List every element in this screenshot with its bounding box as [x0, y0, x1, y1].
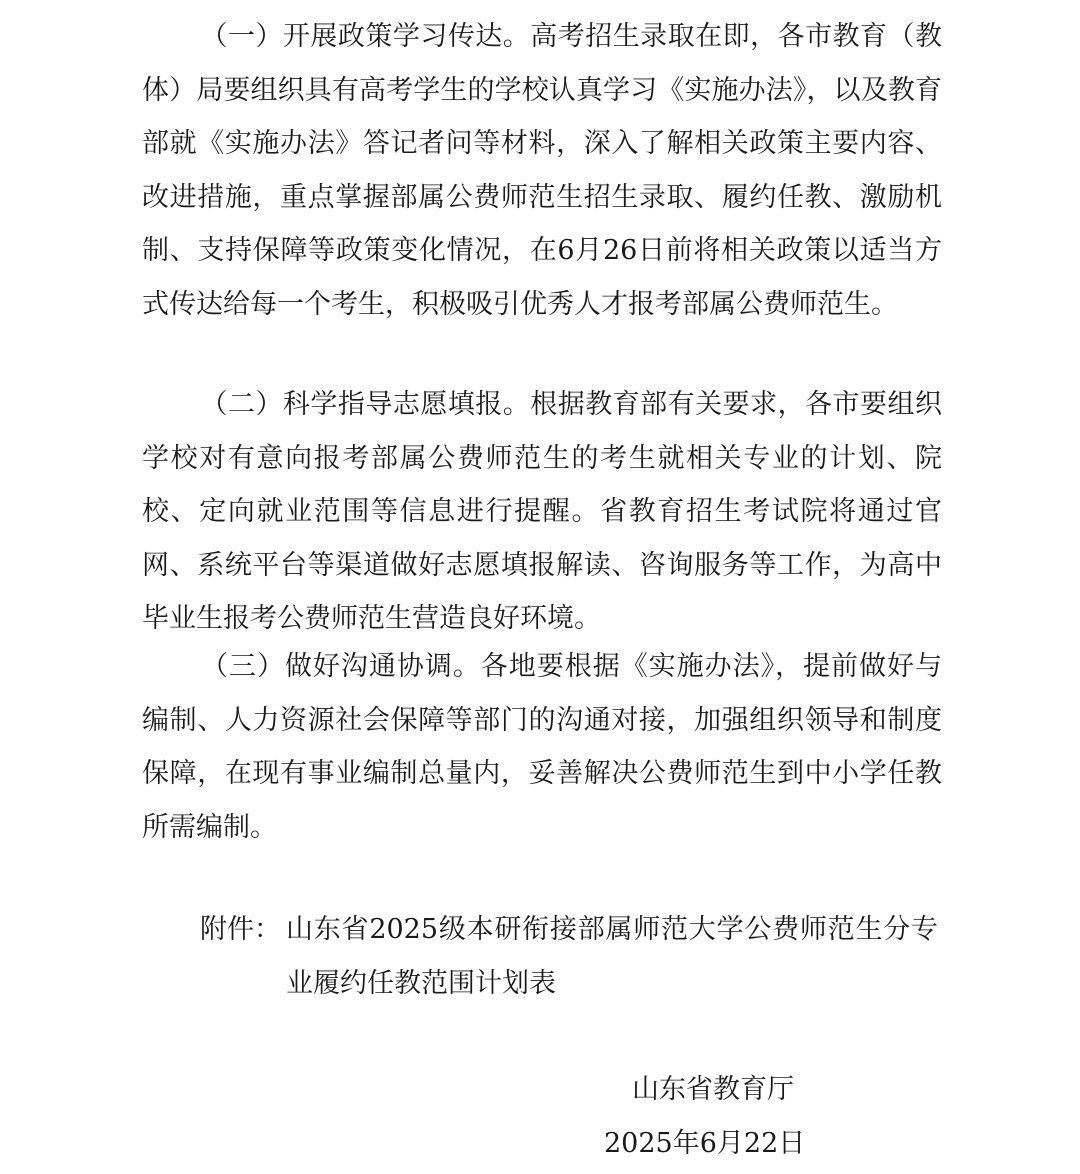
- paragraph-text: （二）科学指导志愿填报。根据教育部有关要求，各市要组织学校对有意向报考部属公费师范生的考生就相关专业的计划、院校、定向就业范围等信息进行提醒。省教育招生考试院将通过官网、系统平台等渠道做好志愿填报解读、咨询服务等工作，为高中毕业生报考公费师范生营造良好环境。: [142, 389, 942, 634]
- attachment-note: [200, 903, 942, 1010]
- paragraph-coordination: [142, 640, 942, 854]
- paragraph-application-guidance: [142, 378, 942, 646]
- attachment-label: 附件：: [200, 914, 281, 945]
- attachment-title: 山东省2025级本研衔接部属师范大学公费师范生分专业履约任教范围计划表: [286, 914, 938, 999]
- issue-date: 2025年6月22日: [604, 1128, 806, 1159]
- paragraph-policy-study: [142, 10, 942, 331]
- paragraph-text: （一）开展政策学习传达。高考招生录取在即，各市教育（教体）局要组织具有高考学生的学校认真学习《实施办法》，以及教育部就《实施办法》答记者问等材料，深入了解相关政策主要内容、改进措施，重点掌握部属公费师范生招生录取、履约任教、激励机制、支持保障等政策变化情况，在6月26日前将相关政策以适当方式传达给每一个考生，积极吸引优秀人才报考部属公费师范生。: [142, 21, 942, 320]
- paragraph-text: （三）做好沟通协调。各地要根据《实施办法》，提前做好与编制、人力资源社会保障等部门的沟通对接，加强组织领导和制度保障，在现有事业编制总量内，妥善解决公费师范生到中小学任教所需编制。: [142, 651, 942, 843]
- issuer-signature: 山东省教育厅: [632, 1074, 794, 1105]
